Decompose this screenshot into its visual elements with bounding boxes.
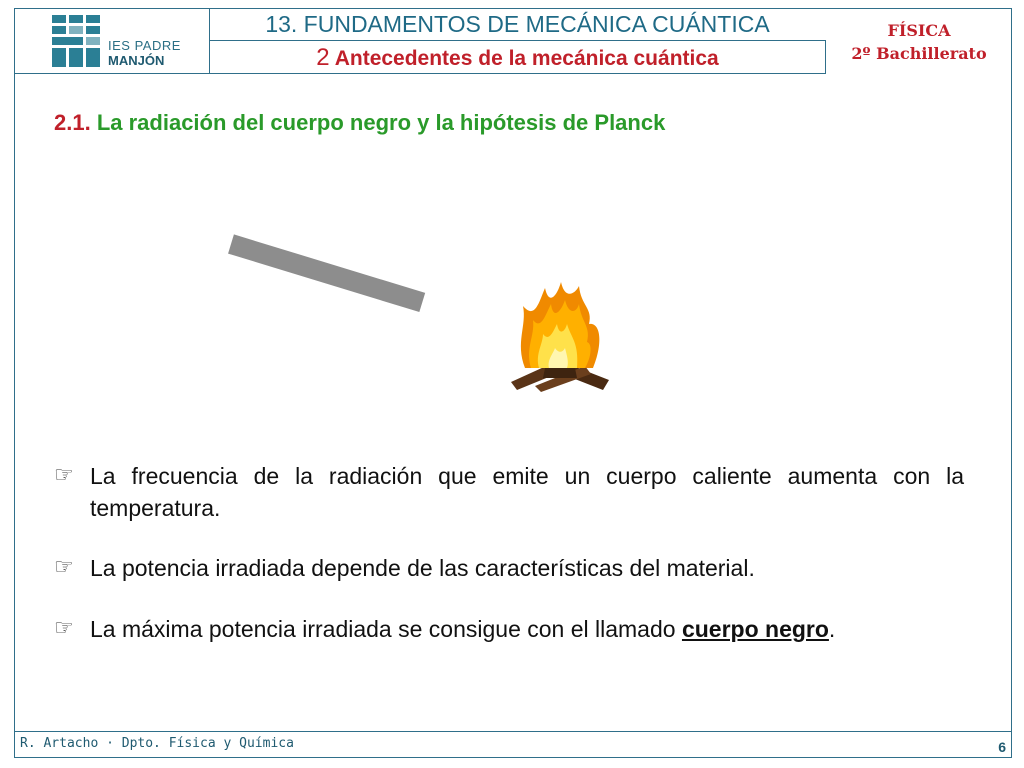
school-logo <box>14 8 210 74</box>
bullet-item <box>54 613 964 645</box>
subsection-number: 2.1. <box>54 110 91 135</box>
logo-text-line2: MANJÓN <box>108 53 165 68</box>
logo-text-line1: IES PADRE <box>108 38 181 53</box>
bullet-text <box>90 613 964 645</box>
bullet-item <box>54 460 964 524</box>
footer-divider <box>14 731 1012 732</box>
subsection-title: La radiación del cuerpo negro y la hipótesis de Planck <box>96 110 666 135</box>
unit-title: 13. FUNDAMENTOS DE MECÁNICA CUÁNTICA <box>209 8 826 41</box>
course-label: 2º Bachillerato <box>851 44 987 63</box>
subject-cell <box>826 8 1012 74</box>
pointing-hand-icon: ☞ <box>54 616 74 641</box>
campfire-image <box>505 282 615 394</box>
footer-author: R. Artacho · Dpto. Física y Química <box>20 736 294 751</box>
bullet-text-after: . <box>828 616 836 642</box>
logo-grid-icon <box>52 15 100 67</box>
pointing-hand-icon: ☞ <box>54 463 74 488</box>
subsection-heading <box>54 110 665 136</box>
section-title: Antecedentes de la mecánica cuántica <box>334 47 719 70</box>
title-box <box>209 8 826 74</box>
subject-label: FÍSICA <box>887 21 951 40</box>
section-title-row <box>209 41 826 74</box>
flame-icon <box>521 282 599 368</box>
black-body-term: cuerpo negro <box>681 616 829 642</box>
bullet-item <box>54 552 964 584</box>
bullet-text: La frecuencia de la radiación que emite un cuerpo caliente aumenta con la temperatura. <box>90 463 964 521</box>
page-number: 6 <box>998 739 1006 755</box>
bullet-text-before: La máxima potencia irradiada se consigue con el llamado <box>90 616 682 642</box>
bullet-text: La potencia irradiada depende de las características del material. <box>90 555 755 581</box>
pointing-hand-icon: ☞ <box>54 555 74 580</box>
section-number: 2 <box>316 44 330 71</box>
